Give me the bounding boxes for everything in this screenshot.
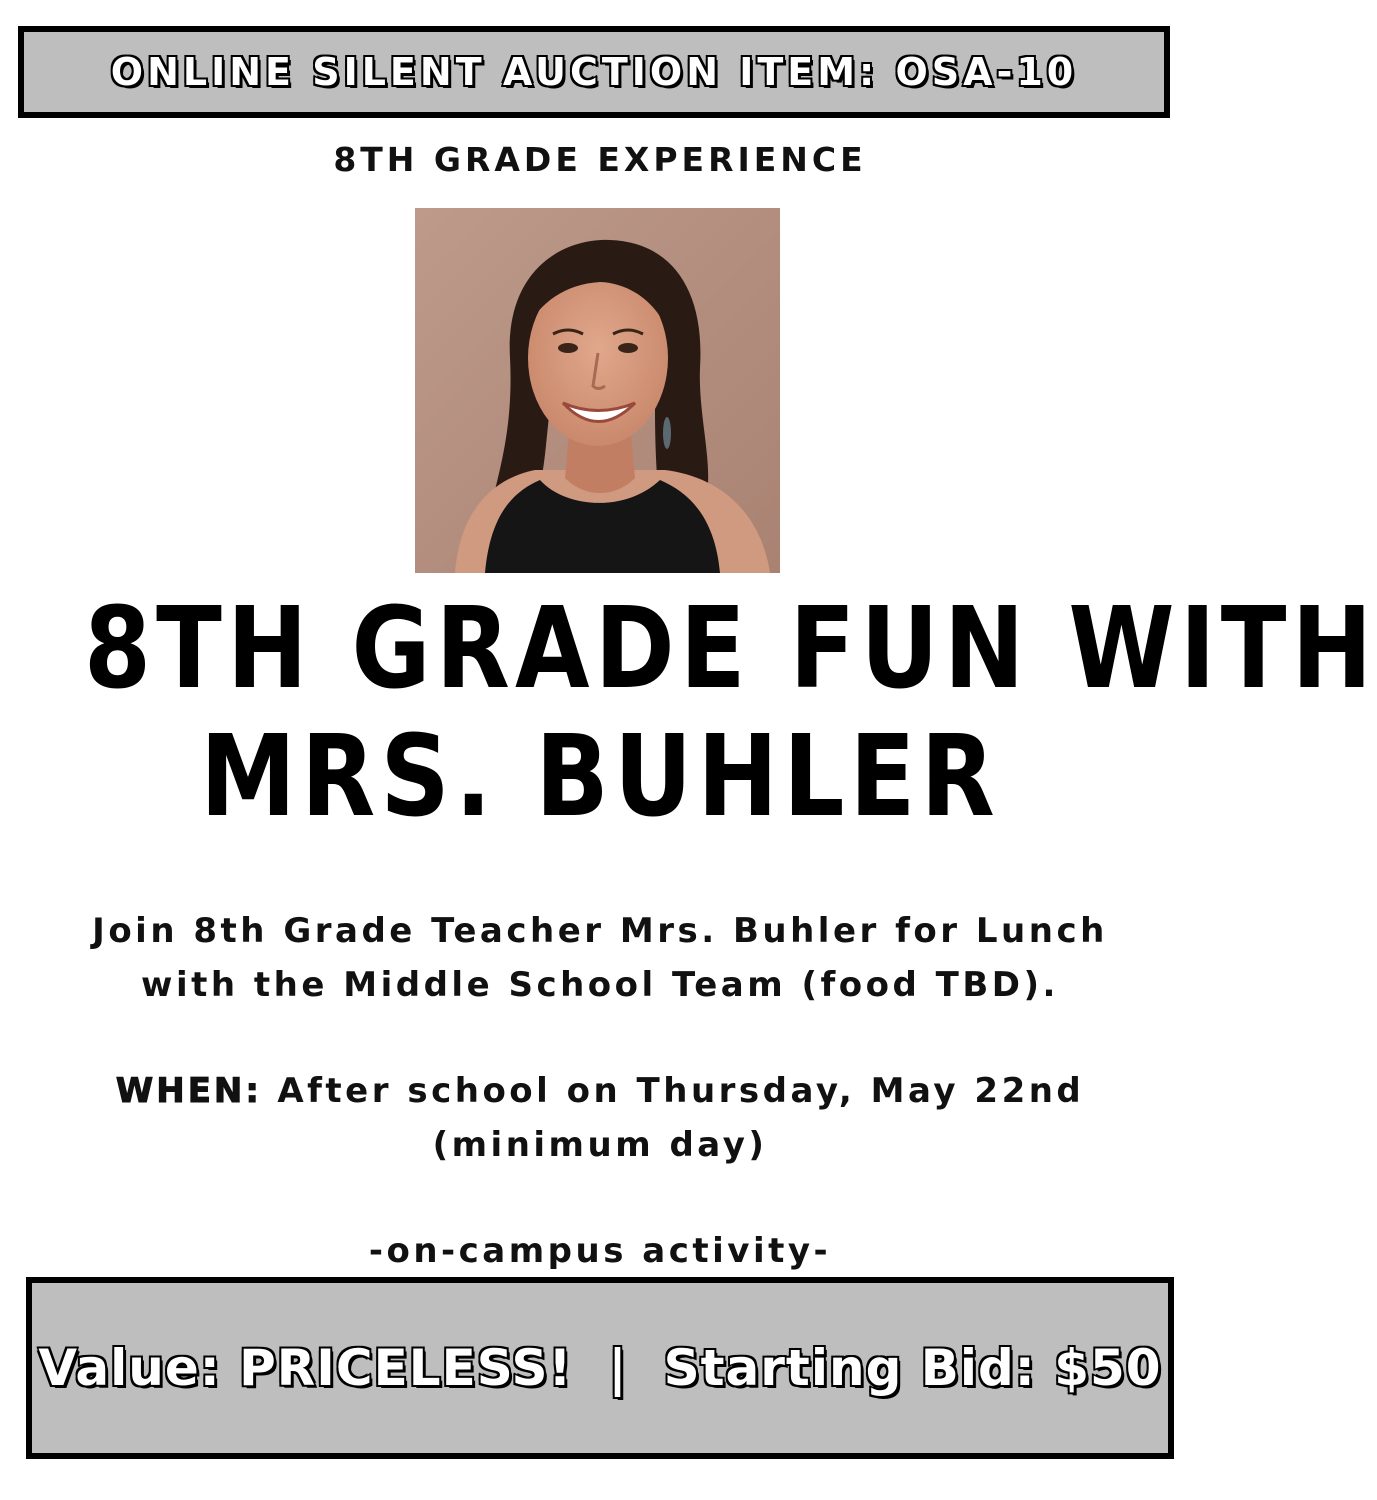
teacher-portrait-photo [415,208,780,573]
auction-item-label: ONLINE SILENT AUCTION ITEM: OSA-10 [110,50,1078,94]
separator: | [608,1339,628,1397]
when-note: (minimum day) [432,1125,768,1165]
when-label: WHEN: [115,1071,262,1111]
activity-note: -on-campus activity- [368,1231,832,1271]
category-heading: 8TH GRADE EXPERIENCE [333,140,867,179]
when-details: After school on Thursday, May 22nd [277,1071,1085,1111]
auction-item-banner [18,26,1170,118]
item-title [84,584,1377,842]
description-line-1: Join 8th Grade Teacher Mrs. Buhler for Lunch [92,911,1108,951]
item-title-line-2: MRS. BUHLER [200,712,1000,842]
item-description [40,904,1160,1012]
value-bid-banner [26,1277,1174,1459]
value-text: Value: PRICELESS! [38,1339,573,1397]
portrait-illustration [415,208,780,573]
description-line-2: with the Middle School Team (food TBD). [141,965,1059,1005]
item-title-line-1: 8TH GRADE FUN WITH [84,584,1377,714]
starting-bid-text: Starting Bid: $50 [663,1339,1162,1397]
when-info [40,1064,1160,1172]
